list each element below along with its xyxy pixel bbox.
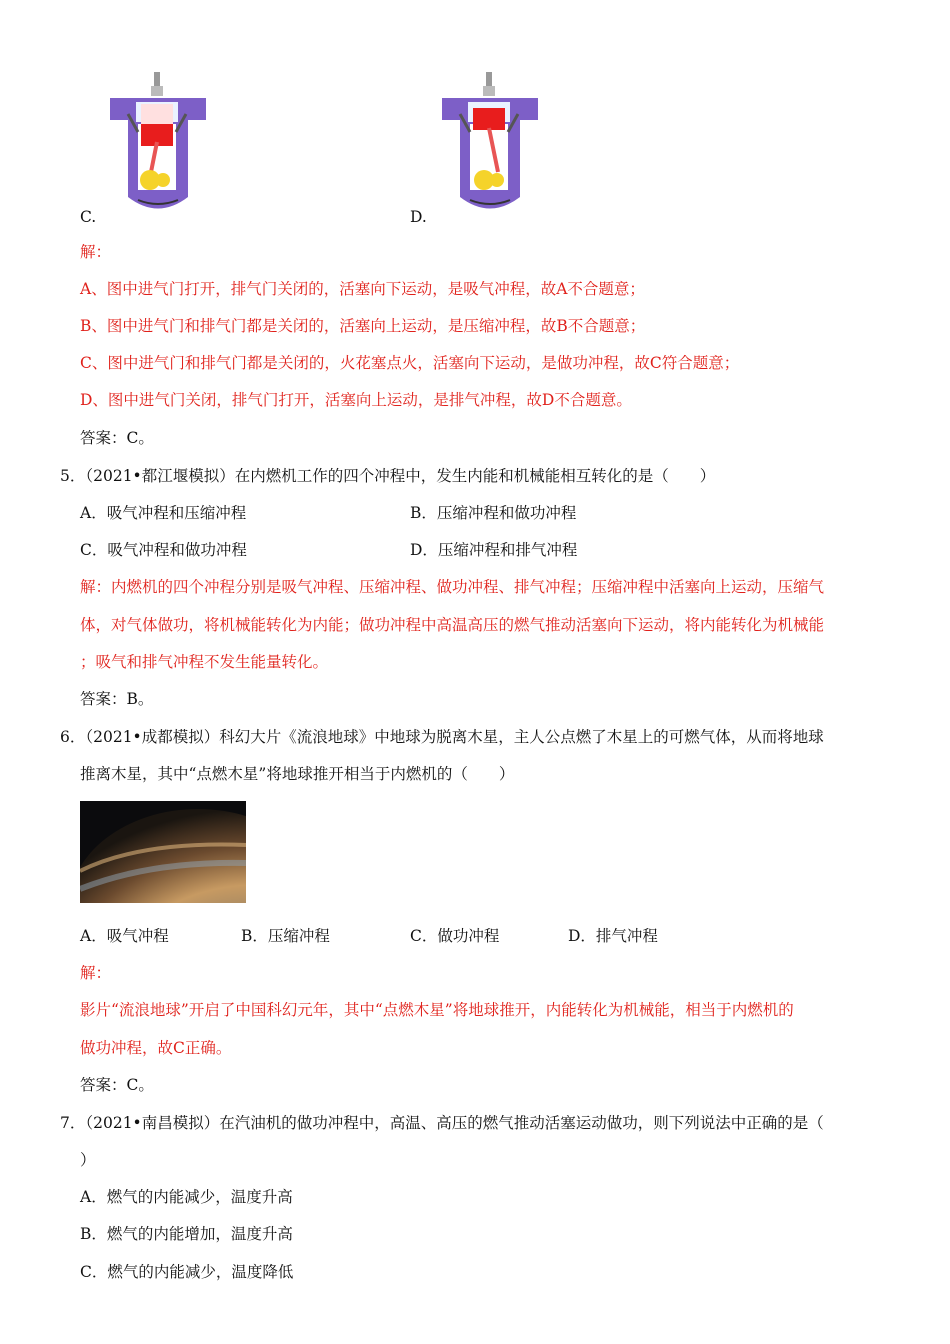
q7-stem-line1: 7．（2021•南昌模拟）在汽油机的做功冲程中，高温、高压的燃气推动活塞运动做功，则下列说法中正确的是（	[60, 1114, 824, 1132]
option-c-label: C.	[80, 208, 97, 226]
q4-solution-c: C、图中进气门和排气门都是关闭的，火花塞点火，活塞向下运动，是做功冲程，故C符合题意；	[80, 354, 740, 372]
q4-solution-head: 解：	[80, 243, 112, 261]
q5-solution-line2: 体，对气体做功，将机械能转化为内能；做功冲程中高温高压的燃气推动活塞向下运动，将内能转化为机械能	[80, 616, 825, 634]
q5-option-c: C．吸气冲程和做功冲程	[80, 541, 247, 559]
q6-stem-line2: 推离木星，其中“点燃木星”将地球推开相当于内燃机的（ ）	[80, 765, 515, 783]
option-d-label: D.	[410, 208, 427, 226]
jupiter-image	[80, 801, 246, 903]
q7-option-c: C．燃气的内能减少，温度降低	[80, 1263, 294, 1281]
q7-stem-line2: ）	[80, 1151, 96, 1169]
q7-option-b: B．燃气的内能增加，温度升高	[80, 1225, 293, 1243]
q7-option-a: A．燃气的内能减少，温度升高	[80, 1188, 293, 1206]
q4-answer: 答案：C。	[80, 429, 154, 447]
q6-option-b: B．压缩冲程	[241, 927, 330, 945]
q6-solution-line2: 做功冲程，故C正确。	[80, 1039, 232, 1057]
q5-option-a: A．吸气冲程和压缩冲程	[80, 504, 247, 522]
q5-option-d: D．压缩冲程和排气冲程	[410, 541, 578, 559]
engine-diagram-c	[108, 72, 208, 217]
q6-option-d: D．排气冲程	[568, 927, 658, 945]
q5-option-b: B．压缩冲程和做功冲程	[410, 504, 577, 522]
q6-stem-line1: 6．（2021•成都模拟）科幻大片《流浪地球》中地球为脱离木星，主人公点燃了木星上的可燃气体，从而将地球	[60, 728, 824, 746]
q4-solution-d: D、图中进气门关闭，排气门打开，活塞向上运动，是排气冲程，故D不合题意。	[80, 391, 632, 409]
q6-solution-head: 解：	[80, 964, 112, 982]
q6-solution-line1: 影片“流浪地球”开启了中国科幻元年，其中“点燃木星”将地球推开，内能转化为机械能，相当于内燃机的	[80, 1001, 794, 1019]
engine-diagram-d	[440, 72, 540, 217]
q5-solution-line3: ；吸气和排气冲程不发生能量转化。	[80, 653, 329, 671]
q4-solution-b: B、图中进气门和排气门都是关闭的，活塞向上运动，是压缩冲程，故B不合题意；	[80, 317, 646, 335]
q6-answer: 答案：C。	[80, 1076, 154, 1094]
q5-stem: 5．（2021•都江堰模拟）在内燃机工作的四个冲程中，发生内能和机械能相互转化的是（ ）	[60, 467, 716, 485]
q5-solution-line1: 解：内燃机的四个冲程分别是吸气冲程、压缩冲程、做功冲程、排气冲程；压缩冲程中活塞向上运动，压缩气	[80, 578, 825, 596]
q6-option-a: A．吸气冲程	[80, 927, 169, 945]
q4-solution-a: A、图中进气门打开，排气门关闭的，活塞向下运动，是吸气冲程，故A不合题意；	[80, 280, 645, 298]
q5-answer: 答案：B。	[80, 690, 154, 708]
q6-option-c: C．做功冲程	[410, 927, 500, 945]
